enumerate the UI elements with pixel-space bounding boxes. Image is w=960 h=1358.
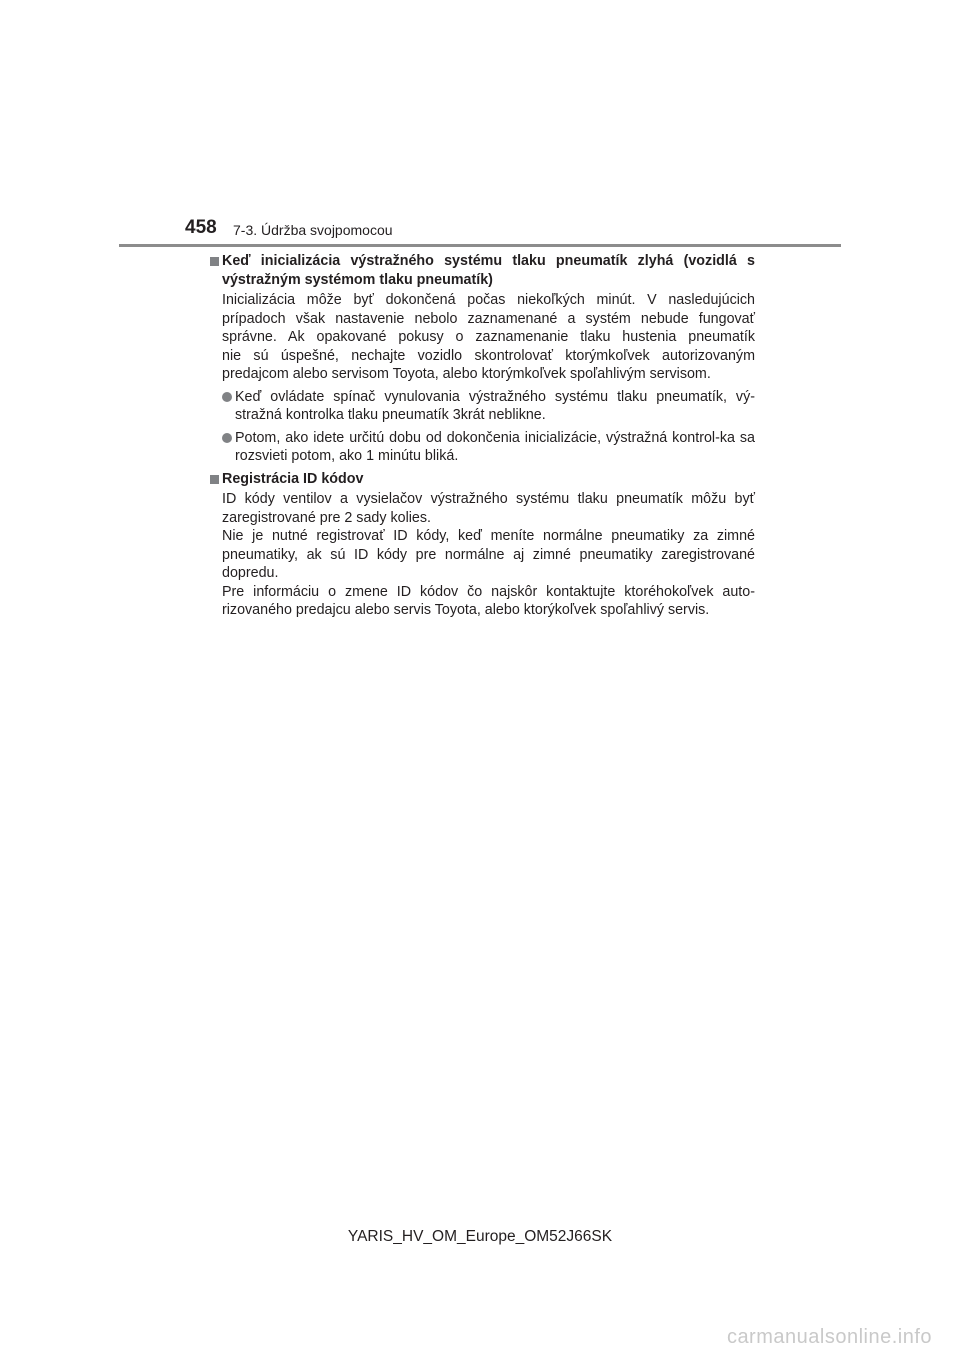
list-item-text: Keď ovládate spínač vynulovania výstražného systému tlaku pneumatík, vý-stražná kontrolka tlaku pneumatík 3krát neblikne.: [235, 388, 755, 423]
watermark-link[interactable]: carmanualsonline.info: [726, 1326, 932, 1348]
header-rule: [119, 244, 841, 247]
text-line: správne. Ak opakované pokusy o zaznamenanie tlaku hustenia pneumatík: [222, 329, 755, 345]
page-content: [210, 252, 755, 620]
list-item: [222, 429, 755, 466]
list-item: [222, 388, 755, 425]
circle-bullet-icon: [222, 392, 232, 402]
page-number: 458: [185, 217, 217, 238]
square-icon: [210, 475, 219, 484]
text-line: Nie je nutné registrovať ID kódy, keď meníte normálne pneumatiky za zimné: [222, 528, 755, 544]
section-heading-id-registration: [210, 470, 755, 489]
list-item-text: Potom, ako idete určitú dobu od dokončenia inicializácie, výstražná kontrol-ka sa rozsvieti potom, ako 1 minútu bliká.: [235, 429, 755, 464]
section-title: 7-3. Údržba svojpomocou: [233, 222, 393, 238]
text-line: rizovaného predajcu alebo servis Toyota, alebo ktorýkoľvek spoľahlivý servis.: [222, 602, 710, 618]
text-line: pneumatiky, ak sú ID kódy pre normálne aj zimné pneumatiky zaregistrované: [222, 546, 755, 563]
square-icon: [210, 257, 219, 266]
text-line: Inicializácia môže byť dokončená počas niekoľkých minút. V nasledujúcich: [222, 292, 755, 308]
heading-text: Registrácia ID kódov: [222, 470, 364, 487]
text-line: prípadoch však nastavenie nebolo zaznamenané a systém nebude fungovať: [222, 310, 755, 327]
paragraph: [222, 490, 755, 620]
text-line: nie sú úspešné, nechajte vozidlo skontrolovať ktorýmkoľvek autorizovaným: [222, 347, 755, 364]
text-line: ID kódy ventilov a vysielačov výstražného systému tlaku pneumatík môžu byť: [222, 491, 755, 507]
text-line: predajcom alebo servisom Toyota, alebo ktorýmkoľvek spoľahlivým servisom.: [222, 366, 711, 382]
text-line: Pre informáciu o zmene ID kódov čo najskôr kontaktujte ktoréhokoľvek auto-: [222, 583, 755, 600]
paragraph: [222, 291, 755, 384]
heading-text: Keď inicializácia výstražného systému tlaku pneumatík zlyhá (vozidlá s výstražným systémom tlaku pneumatík): [222, 253, 755, 288]
section-heading-initialization-failure: [210, 252, 755, 289]
section-body: [210, 490, 755, 620]
text-line: dopredu.: [222, 565, 279, 581]
circle-bullet-icon: [222, 433, 232, 443]
text-line: zaregistrované pre 2 sady kolies.: [222, 509, 432, 526]
document-code-footer: YARIS_HV_OM_Europe_OM52J66SK: [347, 1228, 613, 1245]
section-body: [210, 291, 755, 466]
